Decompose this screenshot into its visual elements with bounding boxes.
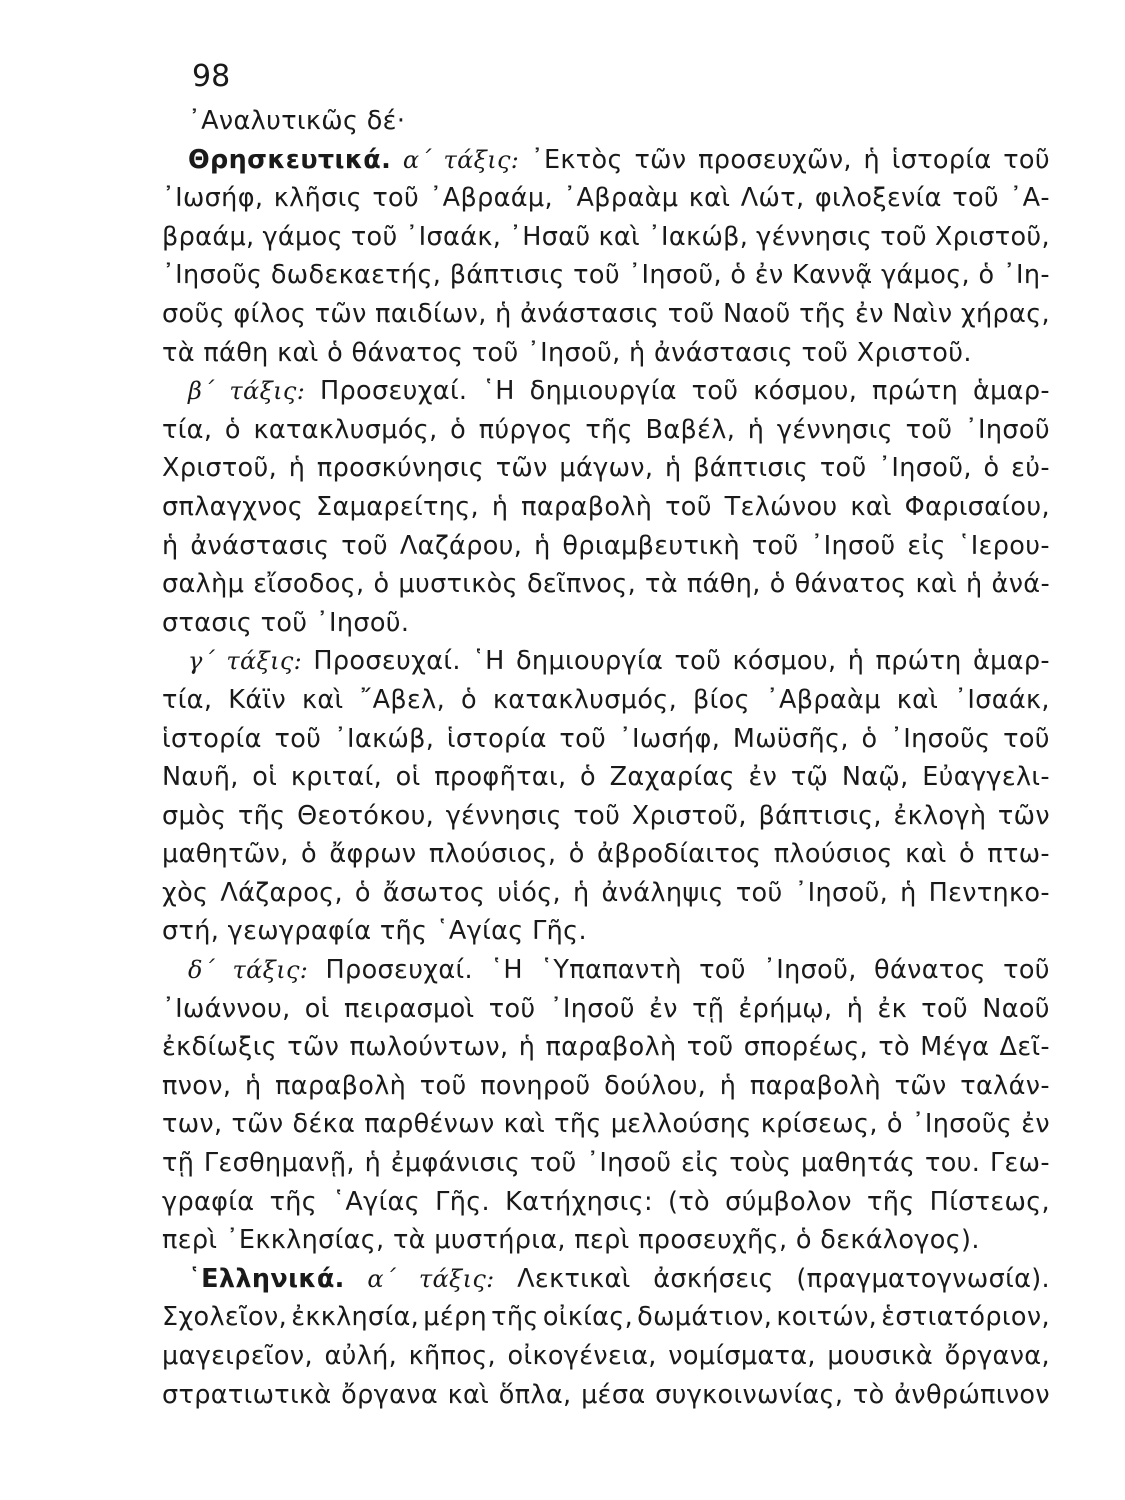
text-line: ἡ ἀνάστασις τοῦ Λαζάρου, ἡ θριαμβευτικὴ τοῦ ᾿Ιησοῦ εἰς ῾Ιερου- bbox=[162, 530, 1050, 561]
text-line: περὶ ᾿Εκκλησίας, τὰ μυστήρια, περὶ προσευχῆς, ὁ δεκάλογος). bbox=[162, 1225, 980, 1256]
text-line: Σχολεῖον, ἐκκλησία, μέρη τῆς οἰκίας, δωμάτιον, κοιτών, ἑστιατόριον, bbox=[162, 1302, 1050, 1333]
text-line: τῇ Γεσθημανῇ, ἡ ἐμφάνισις τοῦ ᾿Ιησοῦ εἰς τοὺς μαθητάς του. Γεω- bbox=[162, 1148, 1050, 1179]
page-number: 98 bbox=[192, 59, 231, 94]
text-line: γ΄ τάξις: Προσευχαί. ῾Η δημιουργία τοῦ κόσμου, ἡ πρώτη ἁμαρ- bbox=[188, 646, 1050, 677]
text-line: μαθητῶν, ὁ ἄφρων πλούσιος, ὁ ἀβροδίαιτος πλούσιος καὶ ὁ πτω- bbox=[162, 839, 1050, 870]
text-line: τία, ὁ κατακλυσμός, ὁ πύργος τῆς Βαβέλ, ἡ γέννησις τοῦ ᾿Ιησοῦ bbox=[162, 414, 1050, 445]
text-line: στρατιωτικὰ ὄργανα καὶ ὅπλα, μέσα συγκοινωνίας, τὸ ἀνθρώπινον bbox=[162, 1379, 1050, 1410]
text-line: β΄ τάξις: Προσευχαί. ῾Η δημιουργία τοῦ κόσμου, πρώτη ἁμαρ- bbox=[188, 376, 1050, 407]
text-line: σοῦς φίλος τῶν παιδίων, ἡ ἀνάστασις τοῦ Ναοῦ τῆς ἐν Ναὶν χήρας, bbox=[162, 298, 1050, 329]
text-line: Θρησκευτικά. α΄ τάξις: ᾿Εκτὸς τῶν προσευχῶν, ἡ ἱστορία τοῦ bbox=[188, 144, 1050, 175]
text-line: ῾Ελληνικά. α΄ τάξις: Λεκτικαὶ ἀσκήσεις (πραγματογνωσία). bbox=[188, 1263, 1050, 1294]
text-line: των, τῶν δέκα παρθένων καὶ τῆς μελλούσης κρίσεως, ὁ ᾿Ιησοῦς ἐν bbox=[162, 1109, 1050, 1140]
text-line: ᾿Ιησοῦς δωδεκαετής, βάπτισις τοῦ ᾿Ιησοῦ, ὁ ἐν Καννᾷ γάμος, ὁ ᾿Ιη- bbox=[162, 260, 1050, 291]
text-line: δ΄ τάξις: Προσευχαί. ῾Η ῾Υπαπαντὴ τοῦ ᾿Ιησοῦ, θάνατος τοῦ bbox=[188, 955, 1050, 986]
text-line: στή, γεωγραφία τῆς ῾Αγίας Γῆς. bbox=[162, 916, 587, 947]
text-line: Ναυῆ, οἱ κριταί, οἱ προφῆται, ὁ Ζαχαρίας ἐν τῷ Ναῷ, Εὐαγγελι- bbox=[162, 762, 1050, 793]
text-line: τία, Κάϊν καὶ ῎Αβελ, ὁ κατακλυσμός, βίος ᾿Αβραὰμ καὶ ᾿Ισαάκ, bbox=[162, 684, 1050, 715]
text-line: σμὸς τῆς Θεοτόκου, γέννησις τοῦ Χριστοῦ, βάπτισις, ἐκλογὴ τῶν bbox=[162, 800, 1050, 831]
text-line: μαγειρεῖον, αὐλή, κῆπος, οἰκογένεια, νομίσματα, μουσικὰ ὄργανα, bbox=[162, 1341, 1050, 1371]
text-line: χὸς Λάζαρος, ὁ ἄσωτος υἱός, ἡ ἀνάληψις τοῦ ᾿Ιησοῦ, ἡ Πεντηκο- bbox=[162, 877, 1050, 908]
text-line: ἱστορία τοῦ ᾿Ιακώβ, ἱστορία τοῦ ᾿Ιωσήφ, Μωϋσῆς, ὁ ᾿Ιησοῦς τοῦ bbox=[162, 723, 1050, 754]
text-line: βραάμ, γάμος τοῦ ᾿Ισαάκ, ᾿Ησαῦ καὶ ᾿Ιακώβ, γέννησις τοῦ Χριστοῦ, bbox=[162, 221, 1050, 252]
body-text bbox=[162, 102, 1050, 1414]
text-line: ᾿Ιωσήφ, κλῆσις τοῦ ᾿Αβραάμ, ᾿Αβραὰμ καὶ Λώτ, φιλοξενία τοῦ ᾿Α- bbox=[162, 183, 1050, 214]
text-line: σπλαγχνος Σαμαρείτης, ἡ παραβολὴ τοῦ Τελώνου καὶ Φαρισαίου, bbox=[162, 491, 1050, 522]
text-line: ἐκδίωξις τῶν πωλούντων, ἡ παραβολὴ τοῦ σπορέως, τὸ Μέγα Δεῖ- bbox=[162, 1032, 1050, 1063]
text-line: γραφία τῆς ῾Αγίας Γῆς. Κατήχησις: (τὸ σύμβολον τῆς Πίστεως, bbox=[162, 1186, 1050, 1217]
text-line: στασις τοῦ ᾿Ιησοῦ. bbox=[162, 607, 410, 638]
text-line: Χριστοῦ, ἡ προσκύνησις τῶν μάγων, ἡ βάπτισις τοῦ ᾿Ιησοῦ, ὁ εὐ- bbox=[162, 453, 1050, 484]
text-line: πνον, ἡ παραβολὴ τοῦ πονηροῦ δούλου, ἡ παραβολὴ τῶν ταλάν- bbox=[162, 1070, 1050, 1101]
text-line: σαλὴμ εἴσοδος, ὁ μυστικὸς δεῖπνος, τὰ πάθη, ὁ θάνατος καὶ ἡ ἀνά- bbox=[162, 569, 1050, 600]
text-line: ᾿Αναλυτικῶς δέ· bbox=[188, 106, 406, 136]
text-line: ᾿Ιωάννου, οἱ πειρασμοὶ τοῦ ᾿Ιησοῦ ἐν τῇ ἐρήμῳ, ἡ ἐκ τοῦ Ναοῦ bbox=[162, 993, 1050, 1024]
text-line: τὰ πάθη καὶ ὁ θάνατος τοῦ ᾿Ιησοῦ, ἡ ἀνάστασις τοῦ Χριστοῦ. bbox=[162, 337, 972, 368]
